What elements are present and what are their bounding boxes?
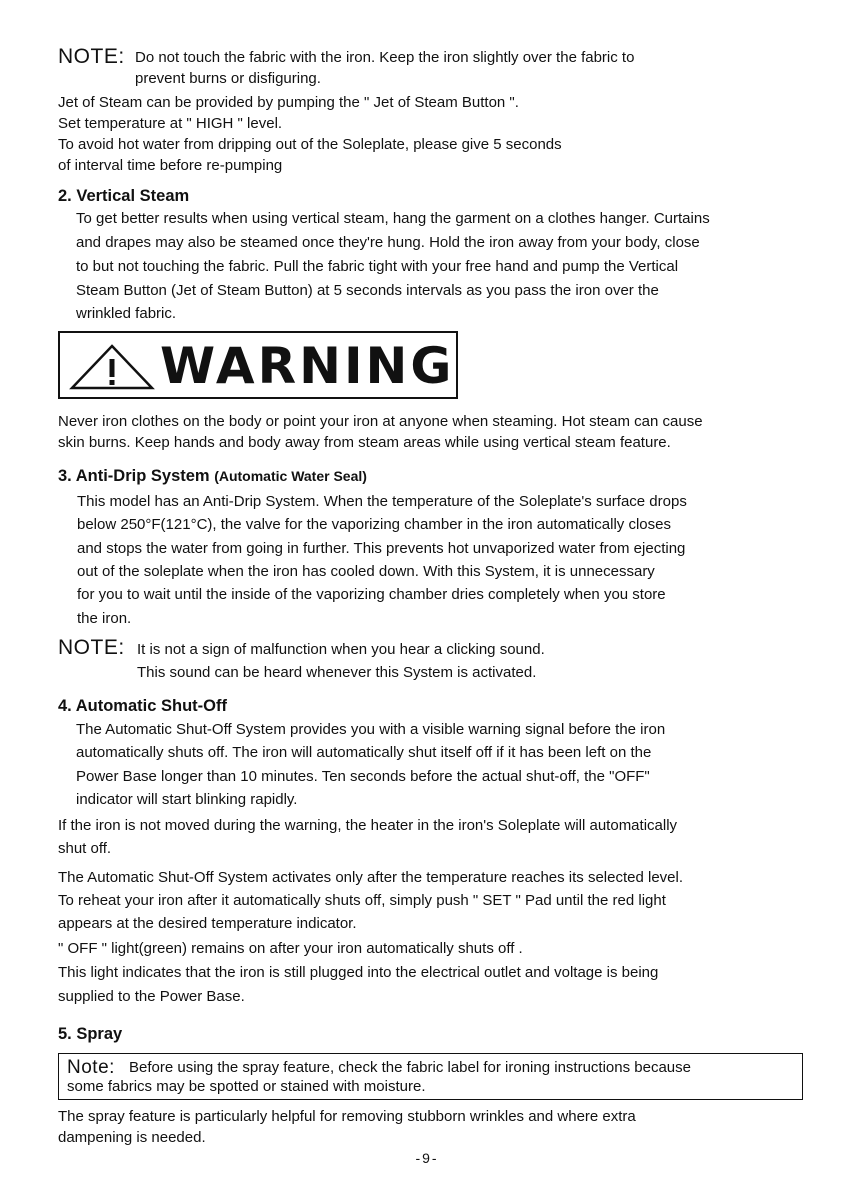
body-line: and stops the water from going in further. This prevents hot unvaporized water from ejecting <box>77 540 686 557</box>
page-number: -9- <box>415 1150 439 1166</box>
body-line: indicator will start blinking rapidly. <box>76 791 298 808</box>
body-line: To get better results when using vertical steam, hang the garment on a clothes hanger. Curtains <box>76 210 710 227</box>
body-line: below 250°F(121°C), the valve for the vaporizing chamber in the iron automatically closes <box>77 516 671 533</box>
body-line: and drapes may also be steamed once they're hung. Hold the iron away from your body, close <box>76 234 700 251</box>
note-text-line: This sound can be heard whenever this System is activated. <box>137 664 537 681</box>
body-line: Power Base longer than 10 minutes. Ten seconds before the actual shut-off, the "OFF" <box>76 768 650 785</box>
body-line: This model has an Anti-Drip System. When the temperature of the Soleplate's surface drops <box>77 493 687 510</box>
note-text-line: prevent burns or disfiguring. <box>135 70 321 87</box>
body-line: " OFF " light(green) remains on after your iron automatically shuts off . <box>58 940 523 957</box>
body-line: Steam Button (Jet of Steam Button) at 5 seconds intervals as you pass the iron over the <box>76 282 659 299</box>
body-line: out of the soleplate when the iron has cooled down. With this System, it is unnecessary <box>77 563 655 580</box>
spray-note-box <box>58 1053 803 1100</box>
note-text-line: some fabrics may be spotted or stained with moisture. <box>67 1078 426 1095</box>
note-label: NOTE: <box>58 45 125 68</box>
section-heading-anti-drip <box>58 466 367 486</box>
body-line: shut off. <box>58 840 112 857</box>
body-line: automatically shuts off. The iron will automatically shut itself off if it has been left on the <box>76 744 652 761</box>
section-heading-subtitle: (Automatic Water Seal) <box>214 468 367 484</box>
body-line: To reheat your iron after it automatically shuts off, simply push " SET " Pad until the red light <box>58 892 666 909</box>
note-text-line: It is not a sign of malfunction when you hear a clicking sound. <box>137 641 545 658</box>
section-heading-spray: 5. Spray <box>58 1025 123 1043</box>
body-line: appears at the desired temperature indicator. <box>58 915 357 932</box>
body-line: of interval time before re-pumping <box>58 157 283 174</box>
body-line: The spray feature is particularly helpful for removing stubborn wrinkles and where extra <box>58 1108 636 1125</box>
body-line: Set temperature at " HIGH " level. <box>58 115 283 132</box>
note-label: NOTE: <box>58 636 125 659</box>
body-line: wrinkled fabric. <box>76 305 177 322</box>
body-line: dampening is needed. <box>58 1129 206 1146</box>
body-line: the iron. <box>77 610 132 627</box>
body-line: If the iron is not moved during the warning, the heater in the iron's Soleplate will automatically <box>58 817 678 834</box>
body-line: This light indicates that the iron is still plugged into the electrical outlet and voltage is being <box>58 964 659 981</box>
note-label: Note: <box>67 1057 115 1078</box>
body-line: Never iron clothes on the body or point your iron at anyone when steaming. Hot steam can cause <box>58 413 703 430</box>
section-heading-text: 3. Anti-Drip System <box>58 467 210 485</box>
body-line: supplied to the Power Base. <box>58 988 245 1005</box>
body-line: skin burns. Keep hands and body away from steam areas while using vertical steam feature. <box>58 434 671 451</box>
section-heading-vertical-steam: 2. Vertical Steam <box>58 187 190 205</box>
body-line: Jet of Steam can be provided by pumping the " Jet of Steam Button ". <box>58 94 519 111</box>
body-line: The Automatic Shut-Off System activates only after the temperature reaches its selected level. <box>58 869 684 886</box>
warning-title: WARNING <box>160 337 455 395</box>
body-line: for you to wait until the inside of the vaporizing chamber dries completely when you store <box>77 586 666 603</box>
body-line: The Automatic Shut-Off System provides you with a visible warning signal before the iron <box>76 721 666 738</box>
note-text-line: Do not touch the fabric with the iron. Keep the iron slightly over the fabric to <box>135 49 635 66</box>
body-line: To avoid hot water from dripping out of the Soleplate, please give 5 seconds <box>58 136 562 153</box>
warning-triangle-icon <box>68 343 156 391</box>
body-line: to but not touching the fabric. Pull the fabric tight with your free hand and pump the Vertical <box>76 258 679 275</box>
warning-banner <box>58 331 458 399</box>
note-text-line: Before using the spray feature, check the fabric label for ironing instructions because <box>129 1059 691 1076</box>
section-heading-auto-shutoff: 4. Automatic Shut-Off <box>58 697 227 715</box>
